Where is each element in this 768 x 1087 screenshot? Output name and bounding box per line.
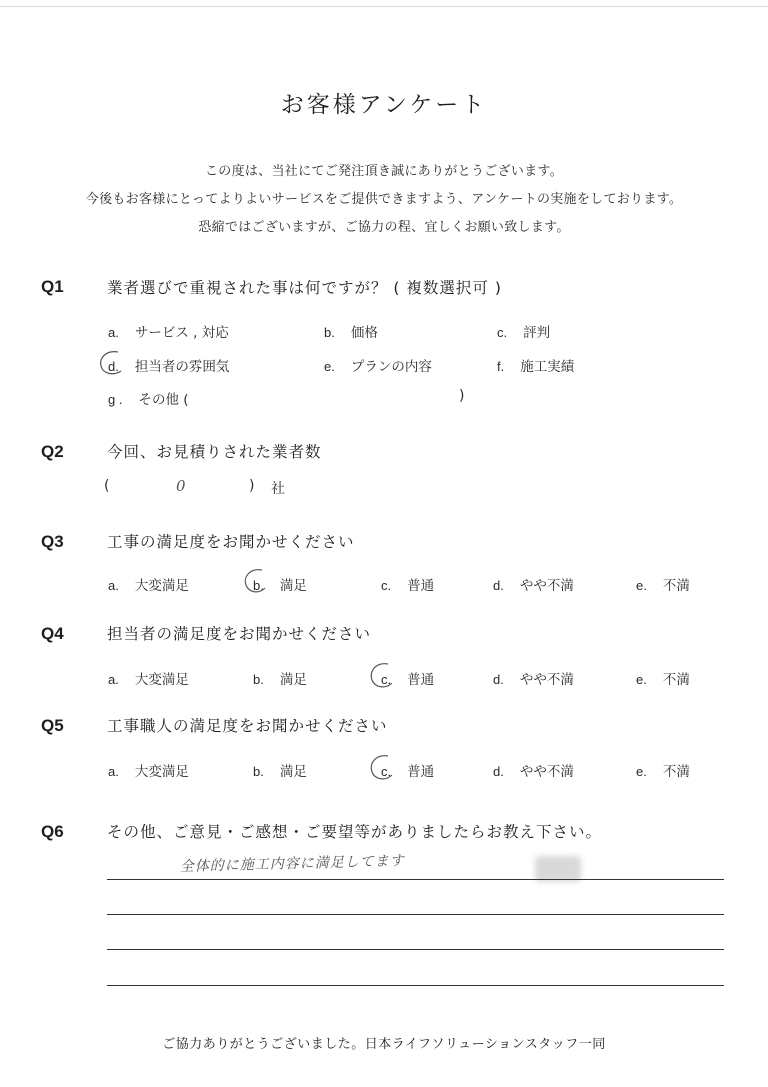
- answer-line-4[interactable]: [107, 985, 724, 986]
- option-text: 普通: [407, 672, 435, 688]
- q1-option-a[interactable]: [108, 321, 229, 341]
- q3-option-b[interactable]: [253, 574, 307, 594]
- q6-question: その他、ご意見・ご感想・ご要望等がありましたらお教え下さい。: [107, 823, 603, 841]
- option-text: 大変満足: [134, 672, 189, 688]
- option-text: その他 (: [138, 392, 189, 408]
- q5-option-e[interactable]: [636, 760, 690, 780]
- q4-option-e[interactable]: [636, 668, 690, 688]
- q1-option-c[interactable]: [497, 321, 550, 341]
- intro-line-2: 今後もお客様にとってよりよいサービスをご提供できますよう、アンケートの実施をしております。: [85, 192, 683, 207]
- option-key: e.: [636, 578, 647, 593]
- q5-option-d[interactable]: [493, 760, 574, 780]
- option-text: 担当者の雰囲気: [134, 359, 230, 375]
- option-key: a.: [108, 764, 119, 779]
- option-text: 不満: [662, 578, 690, 594]
- option-text: サービス , 対応: [134, 325, 229, 341]
- option-key: a.: [108, 578, 119, 593]
- option-text: やや不満: [519, 578, 574, 594]
- option-text: 不満: [662, 764, 690, 780]
- option-key: d.: [493, 672, 504, 687]
- option-key: d.: [108, 359, 119, 374]
- q2-label: Q2: [41, 442, 64, 461]
- q1-option-f[interactable]: [497, 355, 574, 375]
- option-text: 満足: [279, 578, 307, 594]
- option-text: 満足: [279, 764, 307, 780]
- answer-line-3[interactable]: [107, 949, 724, 950]
- option-text: 価格: [350, 325, 378, 341]
- q3-question: 工事の満足度をお聞かせください: [107, 533, 355, 551]
- q6-label: Q6: [41, 822, 64, 841]
- q3-option-a[interactable]: [108, 574, 189, 594]
- option-key: e.: [636, 672, 647, 687]
- option-key: a.: [108, 325, 119, 340]
- q1-option-e[interactable]: [324, 355, 432, 375]
- option-text: 満足: [279, 672, 307, 688]
- intro-line-3: 恐縮ではございますが、ご協力の程、宜しくお願い致します。: [198, 220, 570, 235]
- answer-line-1[interactable]: [107, 879, 724, 880]
- q1-option-b[interactable]: [324, 321, 378, 341]
- q1-option-g[interactable]: [108, 388, 189, 408]
- q1-other-close-paren: ): [459, 388, 465, 404]
- option-key: d.: [493, 578, 504, 593]
- q4-option-a[interactable]: [108, 668, 189, 688]
- option-text: プランの内容: [350, 359, 432, 375]
- q2-handwritten-answer[interactable]: 0: [176, 477, 186, 495]
- option-text: 大変満足: [134, 578, 189, 594]
- q4-label: Q4: [41, 624, 64, 643]
- answer-line-2[interactable]: [107, 914, 724, 915]
- option-key: a.: [108, 672, 119, 687]
- q3-option-e[interactable]: [636, 574, 690, 594]
- q4-question: 担当者の満足度をお聞かせください: [107, 625, 372, 643]
- q2-unit: 社: [271, 481, 285, 497]
- q2-close-paren: ): [249, 478, 255, 494]
- intro-line-1: この度は、当社にてご発注頂き誠にありがとうございます。: [204, 164, 564, 179]
- option-key: c.: [381, 764, 392, 779]
- option-text: 不満: [662, 672, 690, 688]
- option-key: f.: [497, 359, 505, 374]
- option-text: 普通: [407, 578, 435, 594]
- option-text: 施工実績: [520, 359, 575, 375]
- option-text: 大変満足: [134, 764, 189, 780]
- option-key: c.: [381, 578, 392, 593]
- q4-option-d[interactable]: [493, 668, 574, 688]
- q4-option-b[interactable]: [253, 668, 307, 688]
- option-key: c.: [497, 325, 508, 340]
- option-key: c.: [381, 672, 392, 687]
- q1-option-d[interactable]: [108, 355, 229, 375]
- option-text: やや不満: [519, 672, 574, 688]
- footer-thanks: ご協力ありがとうございました。日本ライフソリューションスタッフ一同: [162, 1037, 606, 1052]
- q2-open-paren: (: [104, 478, 110, 494]
- q3-option-c[interactable]: [381, 574, 434, 594]
- page-title: お客様アンケート: [280, 92, 488, 118]
- q3-label: Q3: [41, 532, 64, 551]
- option-key: b.: [324, 325, 335, 340]
- q4-option-c[interactable]: [381, 668, 434, 688]
- q2-question: 今回、お見積りされた業者数: [107, 443, 322, 461]
- q5-label: Q5: [41, 716, 64, 735]
- q5-option-c[interactable]: [381, 760, 434, 780]
- q3-option-d[interactable]: [493, 574, 574, 594]
- q1-question: 業者選びで重視された事は何ですが？ ( 複数選択可 ): [107, 279, 502, 297]
- option-text: やや不満: [519, 764, 574, 780]
- option-key: b.: [253, 764, 264, 779]
- q1-label: Q1: [41, 277, 64, 296]
- q5-question: 工事職人の満足度をお聞かせください: [107, 717, 388, 735]
- option-key: d.: [493, 764, 504, 779]
- option-text: 評判: [523, 325, 551, 341]
- q5-option-b[interactable]: [253, 760, 307, 780]
- option-key: g .: [108, 392, 123, 407]
- option-key: e.: [636, 764, 647, 779]
- page-top-rule: [0, 6, 768, 7]
- q6-handwritten-answer[interactable]: 全体的に施工内容に満足してます: [179, 853, 405, 876]
- option-key: e.: [324, 359, 335, 374]
- q5-option-a[interactable]: [108, 760, 189, 780]
- option-key: b.: [253, 672, 264, 687]
- option-text: 普通: [407, 764, 435, 780]
- option-key: b.: [253, 578, 264, 593]
